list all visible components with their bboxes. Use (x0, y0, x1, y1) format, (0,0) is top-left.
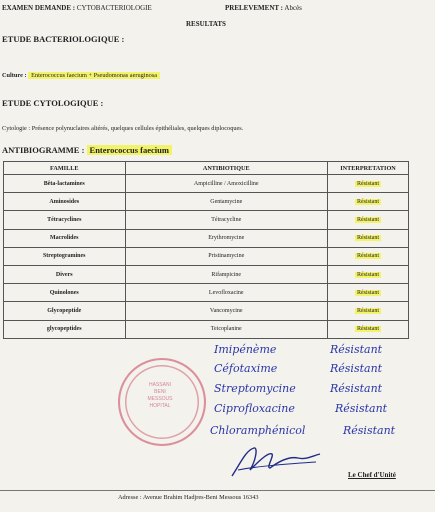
antibiotic-cell: Erythromycine (125, 229, 328, 247)
family-cell: Streptogramines (4, 247, 126, 265)
antibiotic-cell: Levofloxacine (125, 284, 328, 302)
interpretation-value: Résistant (357, 289, 379, 296)
col-header-interpretation: INTERPRETATION (328, 162, 409, 175)
table-row (4, 320, 409, 338)
interpretation-cell (328, 211, 409, 229)
cytology-text: Cytologie : Présence polynuclaires altérés, quelques cellules épithéliales, quelques diplocoques. (2, 125, 244, 132)
table-row (4, 247, 409, 265)
footer-address: Adresse : Avenue Brahim Hadjres-Beni Messous 16343 (118, 494, 259, 501)
handwritten-drug: Streptomycine (214, 382, 296, 395)
antibiogram-table (3, 161, 409, 339)
antibiotic-cell: Tétracycline (125, 211, 328, 229)
handwritten-drug: Chloramphénicol (210, 424, 306, 437)
bacteriology-title: ETUDE BACTERIOLOGIQUE : (2, 34, 125, 44)
table-row (4, 211, 409, 229)
handwritten-result: Résistant (330, 362, 383, 375)
interpretation-value: Résistant (357, 326, 379, 333)
table-row (4, 193, 409, 211)
cytology-title: ETUDE CYTOLOGIQUE : (2, 98, 104, 108)
family-cell: Tétracyclines (4, 211, 126, 229)
antibiotic-cell: Ampicilline / Amoxicilline (125, 175, 328, 193)
antibiotic-cell: Rifampicine (125, 265, 328, 283)
handwritten-result: Résistant (343, 424, 396, 437)
interpretation-cell (328, 229, 409, 247)
handwritten-drug: Imipénème (214, 343, 277, 356)
antibiogram-title-line (2, 145, 172, 155)
family-cell: Quinolones (4, 284, 126, 302)
table-header-row (4, 162, 409, 175)
antibiotic-cell: Pristinamycine (125, 247, 328, 265)
family-cell: glycopeptides (4, 320, 126, 338)
culture-label: Culture : (2, 72, 27, 79)
stamp-line: MESSOUS (147, 396, 173, 402)
table-row (4, 175, 409, 193)
interpretation-value: Résistant (357, 271, 379, 278)
antibiotic-cell: Vancomycine (125, 302, 328, 320)
family-cell: Aminosides (4, 193, 126, 211)
family-cell: Glycopeptide (4, 302, 126, 320)
family-cell: Divers (4, 265, 126, 283)
stamp-line: BENI (154, 389, 166, 395)
interpretation-value: Résistant (357, 180, 379, 187)
stamp-line: HASSANI (149, 382, 171, 388)
handwritten-result: Résistant (335, 402, 388, 415)
antibiotic-cell: Gentamycine (125, 193, 328, 211)
interpretation-value: Résistant (357, 198, 379, 205)
exam-value: CYTOBACTERIOLOGIE (76, 4, 152, 12)
interpretation-cell (328, 320, 409, 338)
hospital-stamp (118, 358, 206, 446)
antibiogram-organism: Enterococcus faecium (87, 145, 172, 155)
table-row (4, 265, 409, 283)
interpretation-cell (328, 265, 409, 283)
culture-line (2, 72, 160, 79)
sample-label: PRELEVEMENT : (225, 4, 284, 12)
exam-label: EXAMEN DEMANDE : (2, 4, 76, 12)
handwritten-result: Résistant (330, 382, 383, 395)
footer-divider (0, 490, 435, 491)
interpretation-cell (328, 302, 409, 320)
signature-label: Le Chef d'Unité (348, 471, 396, 479)
antibiotic-cell: Teicoplanine (125, 320, 328, 338)
interpretation-cell (328, 175, 409, 193)
col-header-antibiotic: ANTIBIOTIQUE (125, 162, 328, 175)
col-header-family: FAMILLE (4, 162, 126, 175)
handwritten-drug: Ciprofloxacine (214, 402, 295, 415)
interpretation-cell (328, 284, 409, 302)
signature-scribble (228, 440, 324, 480)
interpretation-value: Résistant (357, 216, 379, 223)
interpretation-value: Résistant (357, 307, 379, 314)
sample-type (225, 4, 302, 12)
results-title: RESULTATS (186, 20, 226, 28)
handwritten-result: Résistant (330, 343, 383, 356)
table-row (4, 302, 409, 320)
table-row (4, 229, 409, 247)
handwritten-drug: Céfotaxime (214, 362, 278, 375)
exam-requested (2, 4, 152, 12)
culture-value: Enterococcus faecium + Pseudomonas aeruginosa (28, 72, 160, 79)
interpretation-cell (328, 247, 409, 265)
family-cell: Bêta-lactamines (4, 175, 126, 193)
stamp-text (140, 382, 180, 418)
table-row (4, 284, 409, 302)
interpretation-value: Résistant (357, 235, 379, 242)
interpretation-cell (328, 193, 409, 211)
stamp-line: HOPITAL (149, 403, 171, 409)
interpretation-value: Résistant (357, 253, 379, 260)
sample-value: Abcès (284, 4, 302, 12)
family-cell: Macrolides (4, 229, 126, 247)
antibiogram-label: ANTIBIOGRAMME : (2, 145, 85, 155)
